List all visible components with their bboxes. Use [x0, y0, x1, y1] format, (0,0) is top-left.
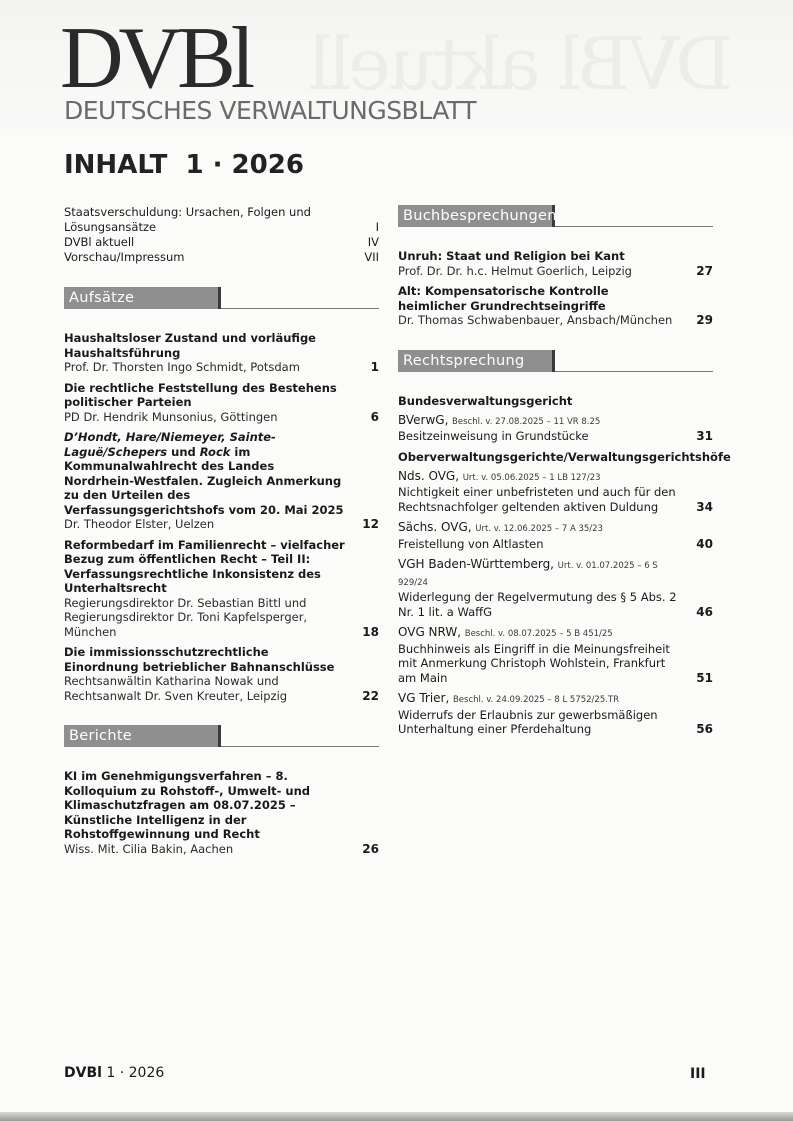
case-ref: Urt. v. 01.07.2025 – 6 S 929/24: [398, 561, 658, 588]
entry-page: 27: [696, 263, 713, 278]
case-entry[interactable]: [398, 691, 713, 737]
entry-author: Dr. Thomas Schwabenbauer, Ansbach/München: [398, 313, 673, 327]
toc-entry[interactable]: [398, 284, 713, 328]
intro-entry[interactable]: [64, 235, 379, 250]
entry-title: Unruh: Staat und Religion bei Kant: [398, 249, 625, 263]
page-bottom-edge: [0, 1112, 793, 1121]
intro-page: VII: [364, 250, 379, 264]
case-desc: Freistellung von Altlasten: [398, 536, 544, 551]
entry-page: 6: [370, 409, 379, 424]
entry-title: Alt: Kompensatorische Kontrolle heimlicher Grundrechtseingriffe: [398, 284, 609, 313]
section-label: Aufsätze: [64, 287, 221, 309]
entry-title: Reformbedarf im Familienrecht – vielfacher Bezug zum öffentlichen Recht – Teil II: Verfassungsrechtliche Inkonsistenz des Unterhaltsrecht: [64, 537, 345, 595]
case-court: BVerwG,: [398, 412, 449, 427]
entry-title-mid: und: [167, 444, 200, 459]
case-entry[interactable]: [398, 625, 713, 685]
entry-author: Wiss. Mit. Cilia Bakin, Aachen: [64, 841, 234, 856]
footer-issue: [64, 1065, 164, 1081]
entry-page: 1: [370, 360, 379, 374]
entry-title: Die immissionsschutzrechtliche Einordnung betrieblicher Bahnanschlüsse: [64, 645, 335, 674]
section-label: Rechtsprechung: [398, 350, 555, 372]
section-buchbesprechungen: [398, 205, 713, 231]
case-page: 31: [696, 429, 713, 443]
entry-page: 26: [362, 841, 379, 856]
title-issue: 1: [185, 150, 204, 180]
footer-issue-number: 1 · 2026: [106, 1065, 165, 1081]
intro-entry[interactable]: [64, 250, 379, 265]
entry-page: 18: [362, 624, 379, 639]
case-court: OVG NRW,: [398, 625, 462, 639]
show-through-logo: DVBl aktuell: [311, 22, 733, 106]
intro-title: DVBl aktuell: [64, 235, 135, 249]
case-court: Nds. OVG,: [398, 468, 460, 483]
intro-entry[interactable]: [64, 205, 379, 235]
case-entry[interactable]: [398, 520, 713, 551]
toc-entry[interactable]: [64, 538, 379, 640]
page-title: [64, 150, 304, 180]
footer-journal: DVBl: [64, 1065, 102, 1081]
section-rule: [555, 371, 713, 372]
section-rule: [221, 308, 379, 309]
case-entry[interactable]: [398, 557, 713, 619]
case-entry[interactable]: [398, 413, 713, 444]
entry-author: Rechtsanwältin Katharina Nowak und Rechtsanwalt Dr. Sven Kreuter, Leipzig: [64, 674, 288, 703]
entry-title-italic-2: Rock: [199, 444, 231, 459]
toc-entry[interactable]: [64, 381, 379, 425]
case-desc: Besitzeinweisung in Grundstücke: [398, 429, 589, 443]
case-desc: Buchhinweis als Eingriff in die Meinungsfreiheit mit Anmerkung Christoph Wohlstein, Frankfurt am Main: [398, 641, 670, 685]
title-sep: ·: [212, 150, 223, 180]
entry-author: PD Dr. Hendrik Munsonius, Göttingen: [64, 409, 278, 424]
title-label: INHALT: [64, 150, 168, 180]
intro-title: Staatsverschuldung: Ursachen, Folgen und Lösungsansätze: [64, 205, 311, 234]
case-ref: Beschl. v. 24.09.2025 – 8 L 5752/25.TR: [452, 695, 620, 705]
section-label: Buchbesprechungen: [398, 205, 555, 227]
entry-title: Haushaltsloser Zustand und vorläufige Haushaltsführung: [64, 331, 316, 360]
case-ref: Urt. v. 05.06.2025 – 1 LB 127/23: [462, 472, 601, 483]
title-year: 2026: [231, 150, 304, 180]
case-ref: Beschl. v. 27.08.2025 – 11 VR 8.25: [452, 416, 601, 427]
case-desc: Widerlegung der Regelvermutung des § 5 Abs. 2 Nr. 1 lit. a WaffG: [398, 590, 677, 619]
case-page: 34: [696, 499, 713, 514]
court-group-heading: Bundesverwaltungsgericht: [398, 393, 573, 408]
entry-author: Prof. Dr. Dr. h.c. Helmut Goerlich, Leipzig: [398, 263, 632, 278]
entry-title-italic: D’Hondt, Hare/Niemeyer, Sainte-Laguë/Schepers: [64, 430, 276, 459]
case-desc: Nichtigkeit einer unbefristeten und auch für den Rechtsnachfolger geltenden aktiven Duldung: [398, 485, 676, 514]
toc-entry[interactable]: [398, 249, 713, 278]
entry-author: Prof. Dr. Thorsten Ingo Schmidt, Potsdam: [64, 360, 300, 374]
footer-page-number: III: [690, 1066, 706, 1082]
section-label: Berichte: [64, 725, 221, 747]
section-rule: [221, 746, 379, 747]
case-court: VGH Baden-Württemberg,: [398, 557, 554, 571]
intro-page: IV: [367, 235, 379, 249]
section-aufsaetze: [64, 287, 379, 313]
entry-page: 29: [696, 313, 713, 327]
court-group-heading: Oberverwaltungsgerichte/Verwaltungsgerichtshöfe: [398, 449, 731, 464]
entry-page: 22: [362, 688, 379, 703]
entry-title: KI im Genehmigungsverfahren – 8. Kolloquium zu Rohstoff-, Umwelt- und Klimaschutzfragen am 08.07.2025 – Künstliche Intelligenz in der Rohstoffgewinnung und Recht: [64, 769, 311, 841]
case-page: 46: [696, 604, 713, 619]
entry-author: Regierungsdirektor Dr. Sebastian Bittl und Regierungsdirektor Dr. Toni Kapfelsperger, München: [64, 595, 308, 639]
case-ref: Beschl. v. 08.07.2025 – 5 B 451/25: [464, 629, 613, 639]
case-desc: Widerrufs der Erlaubnis zur gewerbsmäßigen Unterhaltung einer Pferdehaltung: [398, 707, 658, 736]
case-page: 51: [696, 670, 713, 685]
toc-entry[interactable]: [64, 331, 379, 375]
section-berichte: [64, 725, 379, 751]
toc-left-column: [64, 205, 379, 862]
entry-author: Dr. Theodor Elster, Uelzen: [64, 517, 215, 531]
toc-entry[interactable]: [64, 430, 379, 532]
entry-page: 12: [362, 517, 379, 531]
case-page: 56: [696, 722, 713, 736]
intro-title: Vorschau/Impressum: [64, 250, 185, 264]
intro-page: I: [375, 220, 379, 234]
case-court: VG Trier,: [398, 691, 450, 705]
case-court: Sächs. OVG,: [398, 520, 472, 534]
section-rechtsprechung: [398, 350, 713, 376]
journal-logo: DVBl: [60, 10, 251, 107]
journal-subtitle: DEUTSCHES VERWALTUNGSBLATT: [64, 96, 476, 125]
toc-entry[interactable]: [64, 769, 379, 856]
entry-title: [64, 430, 344, 517]
case-page: 40: [696, 536, 713, 551]
toc-entry[interactable]: [64, 645, 379, 703]
entry-title: Die rechtliche Feststellung des Bestehens politischer Parteien: [64, 380, 337, 409]
entry-title-rest: im Kommunalwahlrecht des Landes Nordrhein-Westfalen. Zugleich Anmerkung zu den Urteilen des Verfassungsgerichtshofs vom 20. Mai 2025: [64, 444, 344, 517]
case-entry[interactable]: [398, 469, 713, 515]
case-ref: Urt. v. 12.06.2025 – 7 A 35/23: [475, 524, 603, 534]
toc-right-column: [398, 183, 731, 743]
section-rule: [555, 226, 713, 227]
